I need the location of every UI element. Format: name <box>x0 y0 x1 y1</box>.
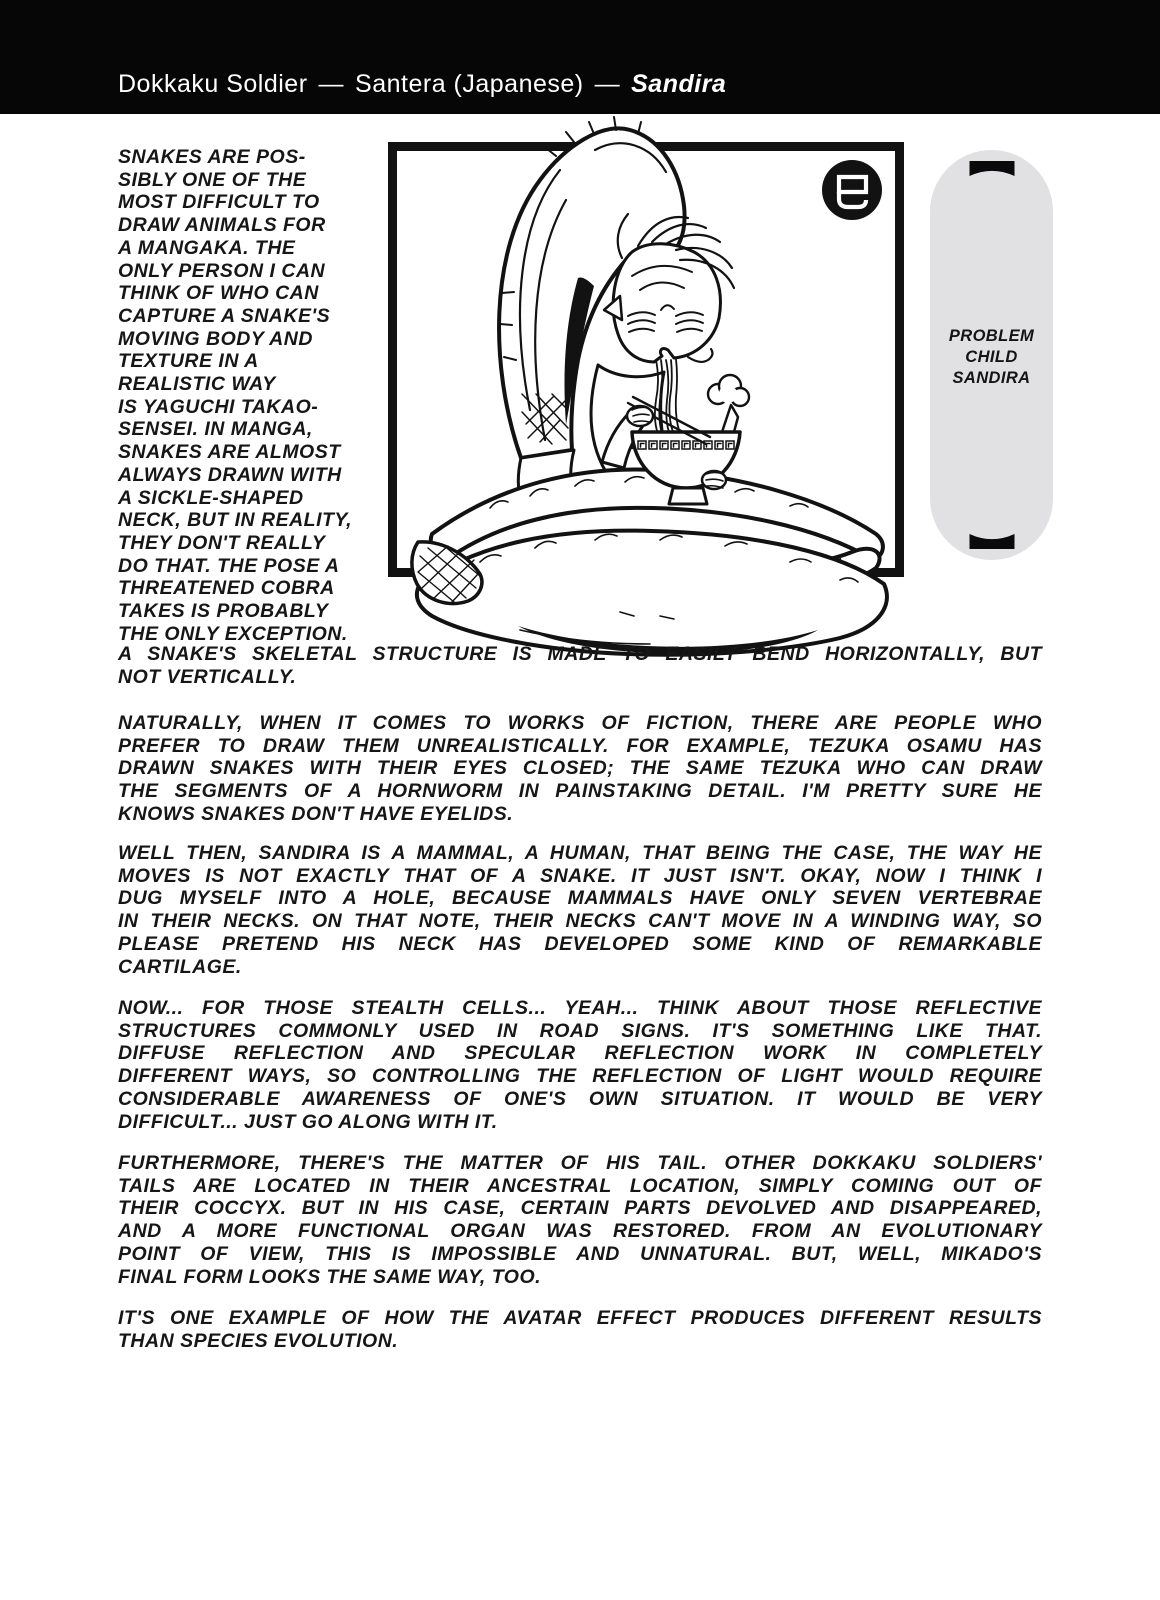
header-bar <box>0 0 1160 114</box>
text-line: CHILD <box>965 348 1018 367</box>
text-line: AND A MORE FUNCTIONAL ORGAN WAS RESTORED. FROM AN EVOLUTIONARY <box>118 1220 1042 1243</box>
paragraph-fiction <box>118 712 1042 826</box>
text-line: DRAWN SNAKES WITH THEIR EYES CLOSED; THE SAME TEZUKA WHO CAN DRAW <box>118 757 1042 780</box>
text-line: ALWAYS DRAWN WITH <box>118 463 342 486</box>
text-line: MOVING BODY AND <box>118 327 313 350</box>
title-series: Dokkaku Soldier <box>118 70 308 98</box>
paragraph-tail <box>118 1152 1042 1288</box>
text-line: FINAL FORM LOOKS THE SAME WAY, TOO. <box>118 1265 542 1288</box>
text-line: REALISTIC WAY <box>118 373 276 396</box>
text-line: KNOWS SNAKES DON'T HAVE EYELIDS. <box>118 802 514 825</box>
text-line: PREFER TO DRAW THEM UNREALISTICALLY. FOR EXAMPLE, TEZUKA OSAMU HAS <box>118 734 1042 757</box>
paragraph-mammal <box>118 842 1042 978</box>
text-line: THE ONLY EXCEPTION. <box>118 622 348 645</box>
text-line: A MANGAKA. THE <box>118 236 296 259</box>
text-line: SNAKES ARE POS- <box>118 146 306 168</box>
text-line: SENSEI. IN MANGA, <box>118 418 313 441</box>
title-origin: Santera (Japanese) <box>355 70 584 98</box>
spine-badge <box>930 150 1053 560</box>
text-line: TEXTURE IN A <box>118 350 259 373</box>
text-line: DRAW ANIMALS FOR <box>118 214 326 237</box>
text-line: IT'S ONE EXAMPLE OF HOW THE AVATAR EFFECT PRODUCES DIFFERENT RESULTS <box>118 1307 1042 1329</box>
bracket-bottom-icon <box>967 534 1017 549</box>
text-line: CAPTURE A SNAKE'S <box>118 304 331 327</box>
text-line: CONSIDERABLE AWARENESS OF ONE'S OWN SITUATION. IT WOULD BE VERY <box>118 1087 1042 1110</box>
text-line: STRUCTURES COMMONLY USED IN ROAD SIGNS. IT'S SOMETHING LIKE THAT. <box>118 1019 1042 1042</box>
text-line: DO THAT. THE POSE A <box>118 554 340 577</box>
text-line: NOW... FOR THOSE STEALTH CELLS... YEAH... THINK ABOUT THOSE REFLECTIVE <box>118 997 1042 1019</box>
text-line: NOT VERTICALLY. <box>118 665 297 688</box>
text-line: A SICKLE-SHAPED <box>118 486 304 509</box>
text-line: THAN SPECIES EVOLUTION. <box>118 1329 399 1352</box>
text-line: THE SEGMENTS OF A HORNWORM IN PAINSTAKING DETAIL. I'M PRETTY SURE HE <box>118 780 1042 803</box>
text-line: CARTILAGE. <box>118 955 242 978</box>
text-line: DIFFERENT WAYS, SO CONTROLLING THE REFLECTION OF LIGHT WOULD REQUIRE <box>118 1065 1042 1088</box>
title-character-name: Sandira <box>631 70 727 98</box>
text-line: DIFFUSE REFLECTION AND SPECULAR REFLECTION WORK IN COMPLETELY <box>118 1042 1042 1065</box>
text-line: ONLY PERSON I CAN <box>118 259 326 282</box>
paragraph-snakes-column <box>118 146 384 645</box>
text-line: THREATENED COBRA <box>118 577 335 600</box>
title-dash-2: — <box>594 70 621 98</box>
text-line: FURTHERMORE, THERE'S THE MATTER OF HIS TAIL. OTHER DOKKAKU SOLDIERS' <box>118 1152 1042 1174</box>
text-line: NATURALLY, WHEN IT COMES TO WORKS OF FICTION, THERE ARE PEOPLE WHO <box>118 712 1042 734</box>
text-line: PROBLEM <box>948 327 1035 346</box>
text-line: DIFFICULT... JUST GO ALONG WITH IT. <box>118 1110 498 1133</box>
paragraph-avatar-effect <box>118 1307 1042 1352</box>
text-line: THINK OF WHO CAN <box>118 282 319 305</box>
text-line: TAKES IS PROBABLY <box>118 600 329 623</box>
text-line: PLEASE PRETEND HIS NECK HAS DEVELOPED SOME KIND OF REMARKABLE <box>118 932 1042 955</box>
text-line: NECK, BUT IN REALITY, <box>118 509 353 532</box>
text-line: TAILS ARE LOCATED IN THEIR ANCESTRAL LOCATION, SIMPLY COMING OUT OF <box>118 1174 1042 1197</box>
text-line: SNAKES ARE ALMOST <box>118 441 341 464</box>
text-line: DUG MYSELF INTO A HOLE, BECAUSE MAMMALS HAVE ONLY SEVEN VERTEBRAE <box>118 887 1042 910</box>
text-line: MOVES IS NOT EXACTLY THAT OF A SNAKE. IT JUST ISN'T. OKAY, NOW I THINK I <box>118 864 1042 887</box>
text-line: IN THEIR NECKS. ON THAT NOTE, THEIR NECKS CAN'T MOVE IN A WINDING WAY, SO <box>118 910 1042 933</box>
text-line: THEIR COCCYX. BUT IN HIS CASE, CERTAIN PARTS DEVOLVED AND DISAPPEARED, <box>118 1197 1042 1220</box>
bracket-top-icon <box>967 161 1017 176</box>
text-line: WELL THEN, SANDIRA IS A MAMMAL, A HUMAN, THAT BEING THE CASE, THE WAY HE <box>118 842 1042 864</box>
spine-badge-text <box>930 326 1053 389</box>
paragraph-stealth-cells <box>118 997 1042 1133</box>
text-line: THEY DON'T REALLY <box>118 531 326 554</box>
text-line: IS YAGUCHI TAKAO- <box>118 395 319 418</box>
title-dash-1: — <box>318 70 345 98</box>
text-line: POINT OF VIEW, THIS IS IMPOSSIBLE AND UNNATURAL. BUT, WELL, MIKADO'S <box>118 1242 1042 1265</box>
page-title <box>118 70 726 99</box>
sandira-illustration <box>370 110 936 666</box>
text-line: SIBLY ONE OF THE <box>118 168 307 191</box>
snake-zodiac-seal <box>822 160 882 220</box>
text-line: A SNAKE'S SKELETAL STRUCTURE IS MADE TO EASILY BEND HORIZONTALLY, BUT <box>118 643 1042 665</box>
paragraph-snakes-continued <box>118 643 1042 688</box>
text-line: SANDIRA <box>952 369 1031 388</box>
text-line: MOST DIFFICULT TO <box>118 191 320 214</box>
